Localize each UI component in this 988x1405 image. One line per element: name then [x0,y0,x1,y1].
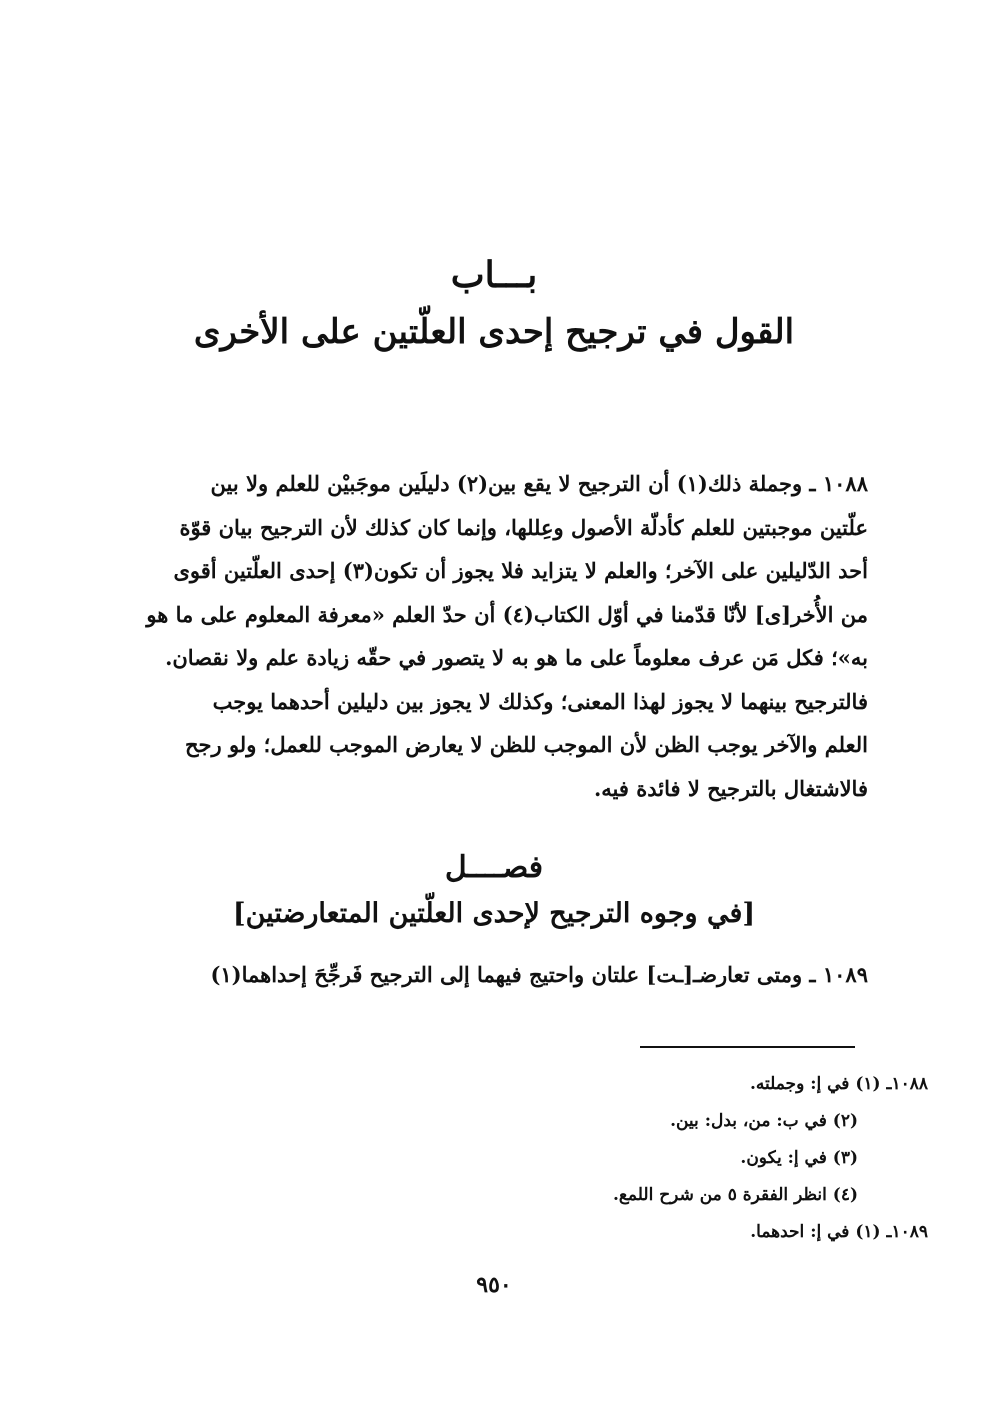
footnote: ١٠٨٨ـ (١) في إ: وجملته. [749,1074,928,1094]
paragraph-1089 [80,955,868,995]
paragraph-line: فالاشتغال بالترجيح لا فائدة فيه. [593,775,868,801]
paragraph-line: من الأُخر[ى] لأنّا قدّمنا في أوّل الكتاب(٤) أن حدّ العلم «معرفة المعلوم على ما هو [146,601,868,627]
paragraph-1088 [80,462,868,810]
section-title: [في وجوه الترجيح لإحدى العلّتين المتعارضتين] [232,898,756,929]
footnote-divider [640,1046,855,1048]
chapter-title: القول في ترجيح إحدى العلّتين على الأخرى [193,312,795,352]
section-label: فصــــل [444,850,544,885]
paragraph-line: ١٠٨٨ ـ وجملة ذلك(١) أن الترجيح لا يقع بين(٢) دليلَين موجَبيْن للعلم ولا بين [210,471,868,496]
footnote: (٤) انظر الفقرة ٥ من شرح اللمع. [612,1185,858,1205]
footnote: (٢) في ب: من، بدل: بين. [670,1111,858,1131]
paragraph-line: فالترجيح بينهما لا يجوز لهذا المعنى؛ وكذلك لا يجوز بين دليلين أحدهما يوجب [212,688,868,714]
page-number: ٩٥٠ [476,1272,512,1298]
footnote: (٣) في إ: يكون. [740,1148,858,1168]
paragraph-line: علّتين موجبتين للعلم كأدلّة الأصول وعِللها، وإنما كان كذلك لأن الترجيح بيان قوّة [179,514,868,540]
paragraph-line: أحد الدّليلين على الآخر؛ والعلم لا يتزايد فلا يجوز أن تكون(٣) إحدى العلّتين أقوى [173,558,868,583]
footnotes [300,1066,928,1251]
paragraph-line: به»؛ فكل مَن عرف معلوماً على ما هو به لا يتصور في حقّه زيادة علم ولا نقصان. [165,645,868,670]
chapter-label: بـــاب [450,254,538,296]
paragraph-line: ١٠٨٩ ـ ومتى تعارضـ[ـت] علتان واحتيج فيهما إلى الترجيح فَرجِّحَ إحداهما(١) [210,962,868,987]
paragraph-line: العلم والآخر يوجب الظن لأن الموجب للظن لا يعارض الموجب للعمل؛ ولو رجح [184,732,868,757]
footnote: ١٠٨٩ـ (١) في إ: احدهما. [750,1222,928,1242]
